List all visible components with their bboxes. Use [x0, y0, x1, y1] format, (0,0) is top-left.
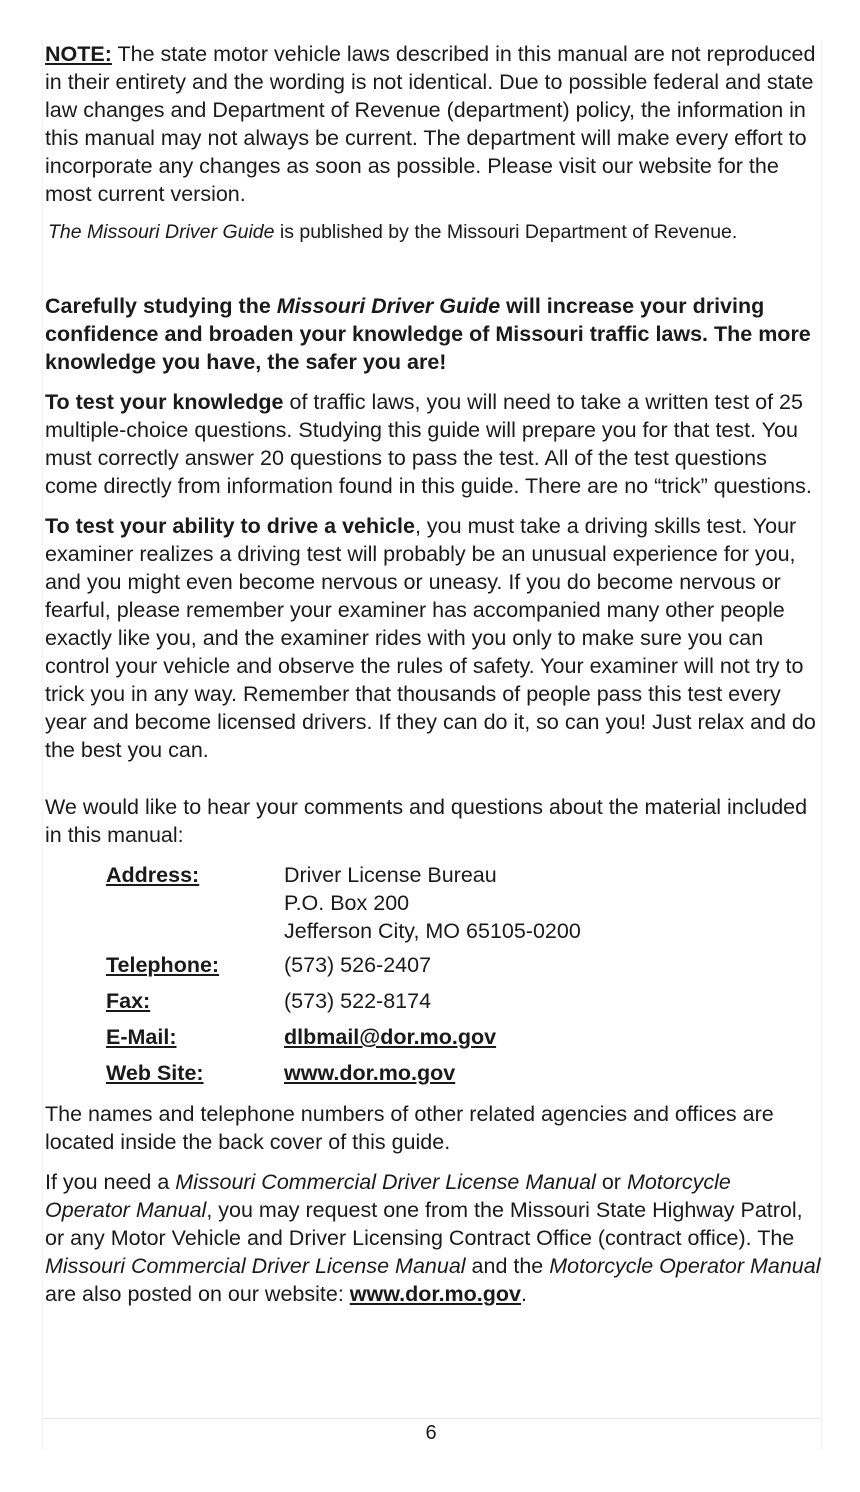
intro-paragraph	[45, 292, 821, 376]
page	[42, 40, 822, 1450]
manuals-paragraph	[45, 1168, 821, 1308]
knowledge-text: of traffic laws, you will need to take a written test of 25 multiple-choice questions. Studying this guide will prepare you for that test. You must correctly answer 20 questions to pass the test. All of the test questions come directly from information found in this guide. There are no “trick” questions.	[45, 390, 812, 498]
manuals-text-5: are also posted on our website:	[45, 1282, 350, 1306]
website-link[interactable]: www.dor.mo.gov	[284, 1061, 456, 1085]
page-number: 6	[425, 1422, 437, 1444]
knowledge-lead: To test your knowledge	[45, 390, 284, 414]
address-label: Address:	[106, 863, 200, 887]
cdl-manual-title-2: Missouri Commercial Driver License Manual	[45, 1254, 466, 1278]
ability-text: , you must take a driving skills test. Your examiner realizes a driving test will probably be an unusual experience for you, and you might even become nervous or uneasy. If you do become nervous or fearful, please remember your examiner has accompanied many other people exactly like you, and the examiner rides with you only to make sure you can control your vehicle and observe the rules of safety. Your examiner will not try to trick you in any way. Remember that thousands of people pass this test every year and become licensed drivers. If they can do it, so can you! Just relax and do the best you can.	[45, 514, 816, 762]
contact-website-row	[106, 1059, 821, 1087]
guide-title: The Missouri Driver Guide	[48, 221, 275, 243]
manuals-text-2: or	[595, 1170, 627, 1194]
intro-part1: Carefully studying the	[45, 294, 277, 318]
page-footer	[42, 1418, 820, 1451]
contact-fax-row	[106, 987, 821, 1015]
agencies-paragraph: The names and telephone numbers of other related agencies and offices are located inside the back cover of this guide.	[45, 1102, 774, 1154]
knowledge-paragraph	[45, 388, 821, 500]
ability-paragraph	[45, 512, 821, 764]
website-label: Web Site:	[106, 1061, 204, 1085]
manuals-text-4: and the	[465, 1254, 550, 1278]
telephone-label: Telephone:	[106, 953, 220, 977]
intro-part2: will increase your driving confidence and broaden your knowledge of Missouri traffic laws. The more knowledge you have, the safer you are!	[45, 294, 811, 374]
note-label: NOTE:	[45, 42, 112, 66]
email-label: E-Mail:	[106, 1025, 177, 1049]
contact-email-row	[106, 1023, 821, 1051]
cdl-manual-title: Missouri Commercial Driver License Manual	[175, 1170, 596, 1194]
address-line-1: Driver License Bureau	[284, 863, 497, 887]
ability-lead: To test your ability to drive a vehicle	[45, 514, 415, 538]
manuals-text-1: If you need a	[45, 1170, 176, 1194]
intro-guide-title: Missouri Driver Guide	[276, 294, 501, 318]
website-link-2[interactable]: www.dor.mo.gov	[349, 1282, 521, 1306]
contact-block	[106, 861, 821, 1087]
contact-telephone-row	[106, 951, 821, 979]
contact-address-row	[106, 861, 821, 945]
motorcycle-manual-title: Motorcycle Operator Manual	[45, 1170, 731, 1222]
motorcycle-manual-title-2: Motorcycle Operator Manual	[549, 1254, 821, 1278]
address-line-2: P.O. Box 200	[284, 891, 410, 915]
email-link[interactable]: dlbmail@dor.mo.gov	[284, 1025, 497, 1049]
note-paragraph	[45, 40, 821, 208]
address-line-3: Jefferson City, MO 65105-0200	[284, 919, 581, 943]
manuals-text-3: , you may request one from the Missouri State Highway Patrol, or any Motor Vehicle and Driver Licensing Contract Office (contract office). The	[45, 1198, 803, 1250]
manuals-text-6: .	[521, 1282, 527, 1306]
page-content	[45, 40, 821, 1308]
telephone-value: (573) 526-2407	[284, 953, 432, 977]
fax-label: Fax:	[106, 989, 151, 1013]
published-text: is published by the Missouri Department of Revenue.	[274, 221, 738, 243]
fax-value: (573) 522-8174	[284, 989, 432, 1013]
comments-paragraph: We would like to hear your comments and questions about the material included in this manual:	[45, 795, 808, 847]
published-by-line	[48, 219, 821, 245]
note-text: The state motor vehicle laws described in this manual are not reproduced in their entirety and the wording is not identical. Due to possible federal and state law changes and Department of Revenue (department) policy, the information in this manual may not always be current. The department will make every effort to incorporate any changes as soon as possible. Please visit our website for the most current version.	[45, 42, 816, 206]
address-value	[284, 861, 821, 945]
